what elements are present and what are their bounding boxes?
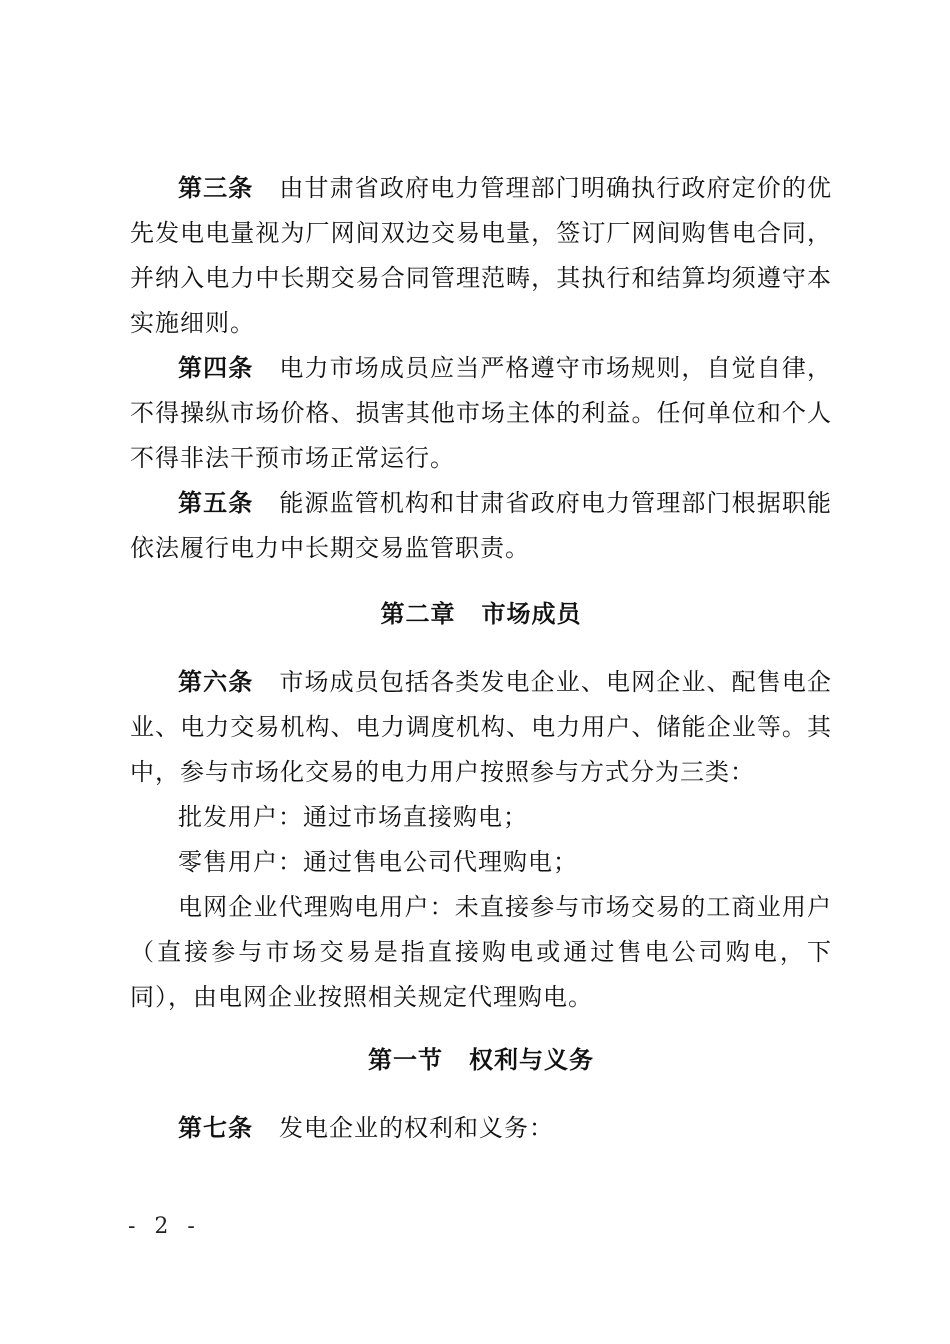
article-5	[130, 481, 832, 571]
chapter-number: 第二章	[380, 600, 456, 628]
article-4-number: 第四条	[178, 354, 254, 382]
user-type-retail: 零售用户：通过售电公司代理购电；	[178, 848, 578, 876]
article-5-number: 第五条	[178, 489, 254, 517]
section-title: 权利与义务	[469, 1046, 594, 1074]
article-3	[130, 166, 832, 346]
user-type-grid-agent: 电网企业代理购电用户：未直接参与市场交易的工商业用户（直接参与市场交易是指直接购电或通过售电公司购电，下同），由电网企业按照相关规定代理购电。	[130, 893, 832, 1011]
article-4-text: 电力市场成员应当严格遵守市场规则，自觉自律，不得操纵市场价格、损害其他市场主体的利益。任何单位和个人不得非法干预市场正常运行。	[130, 354, 832, 472]
article-7	[130, 1106, 832, 1151]
article-6-text: 市场成员包括各类发电企业、电网企业、配售电企业、电力交易机构、电力调度机构、电力用户、储能企业等。其中，参与市场化交易的电力用户按照参与方式分为三类：	[130, 668, 832, 786]
user-type-wholesale: 批发用户：通过市场直接购电；	[178, 803, 528, 831]
chapter-title: 市场成员	[481, 600, 582, 628]
article-3-number: 第三条	[178, 174, 254, 202]
article-7-number: 第七条	[178, 1114, 253, 1142]
page-number: - 2 -	[128, 1214, 201, 1239]
article-5-text: 能源监管机构和甘肃省政府电力管理部门根据职能依法履行电力中长期交易监管职责。	[130, 489, 832, 562]
section-heading	[130, 1040, 832, 1080]
article-6	[130, 660, 832, 795]
article-7-text: 发电企业的权利和义务：	[279, 1114, 554, 1142]
article-4	[130, 346, 832, 481]
article-3-text: 由甘肃省政府电力管理部门明确执行政府定价的优先发电电量视为厂网间双边交易电量，签订厂网间购售电合同，并纳入电力中长期交易合同管理范畴，其执行和结算均须遵守本实施细则。	[130, 174, 832, 337]
article-6-number: 第六条	[178, 668, 254, 696]
section-number: 第一节	[368, 1046, 443, 1074]
chapter-heading	[130, 594, 832, 634]
